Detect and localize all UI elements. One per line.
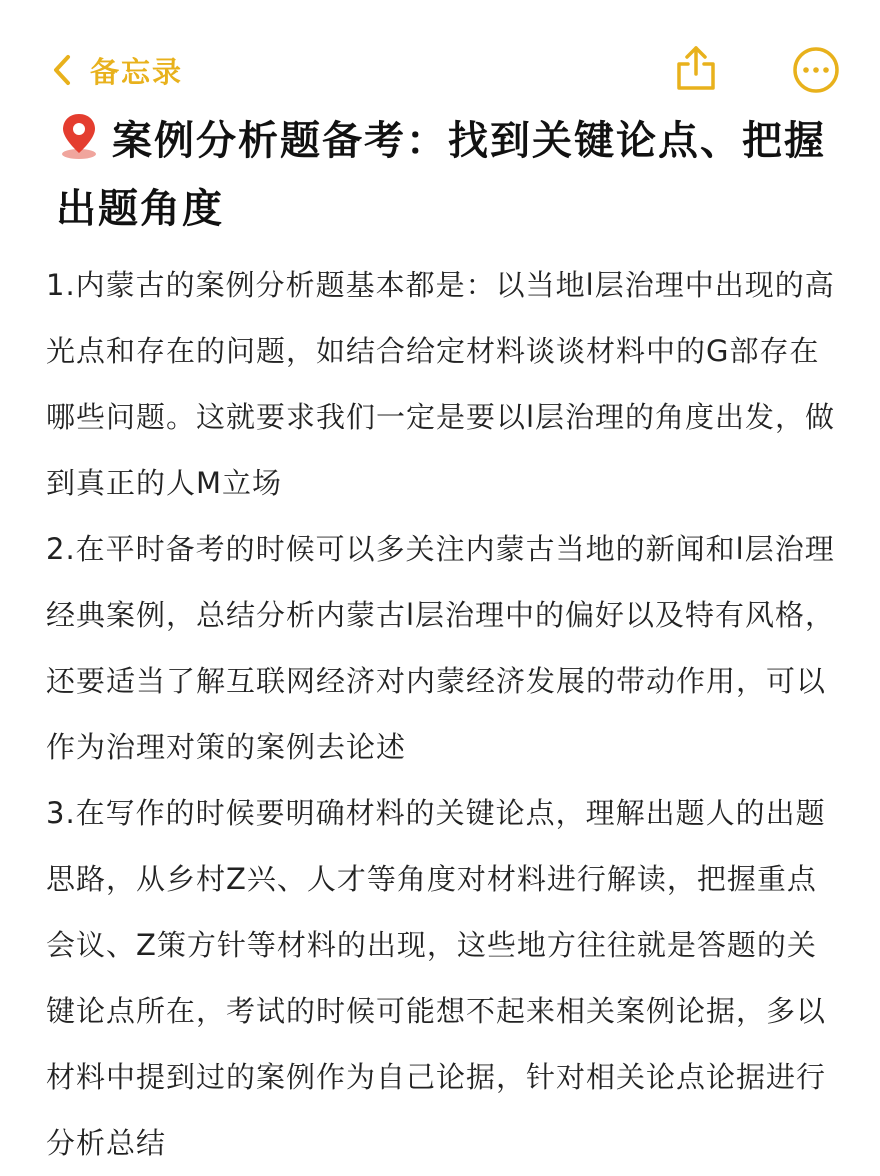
- back-button[interactable]: [52, 48, 183, 92]
- share-icon: [674, 77, 718, 96]
- note-title-text: 案例分析题备考：找到关键论点、把握出题角度: [56, 118, 826, 232]
- back-label: 备忘录: [90, 54, 184, 89]
- share-button[interactable]: [674, 44, 718, 92]
- more-icon: [792, 79, 840, 98]
- chevron-left-icon: [52, 54, 72, 86]
- top-navigation-bar: [0, 0, 880, 110]
- location-pin-icon: [56, 110, 102, 178]
- note-body: [46, 252, 841, 1176]
- paragraph-1: 1.内蒙古的案例分析题基本都是：以当地l层治理中出现的高光点和存在的问题，如结合给定材料谈谈材料中的G部存在哪些问题。这就要求我们一定是要以l层治理的角度出发，做到真正的人M立场: [46, 268, 836, 500]
- paragraph-3: 3.在写作的时候要明确材料的关键论点，理解出题人的出题思路，从乡村Z兴、人才等角度对材料进行解读，把握重点会议、Z策方针等材料的出现，这些地方往往就是答题的关键论点所在，考试的时候可能想不起来相关案例论据，多以材料中提到过的案例作为自己论据，针对相关论点论据进行分析总结: [46, 796, 827, 1160]
- more-button[interactable]: [792, 46, 840, 94]
- paragraph-2: 2.在平时备考的时候可以多关注内蒙古当地的新闻和l层治理经典案例，总结分析内蒙古l层治理中的偏好以及特有风格，还要适当了解互联网经济对内蒙经济发展的带动作用，可以作为治理对策的案例去论述: [46, 532, 836, 764]
- note-title: [56, 110, 846, 240]
